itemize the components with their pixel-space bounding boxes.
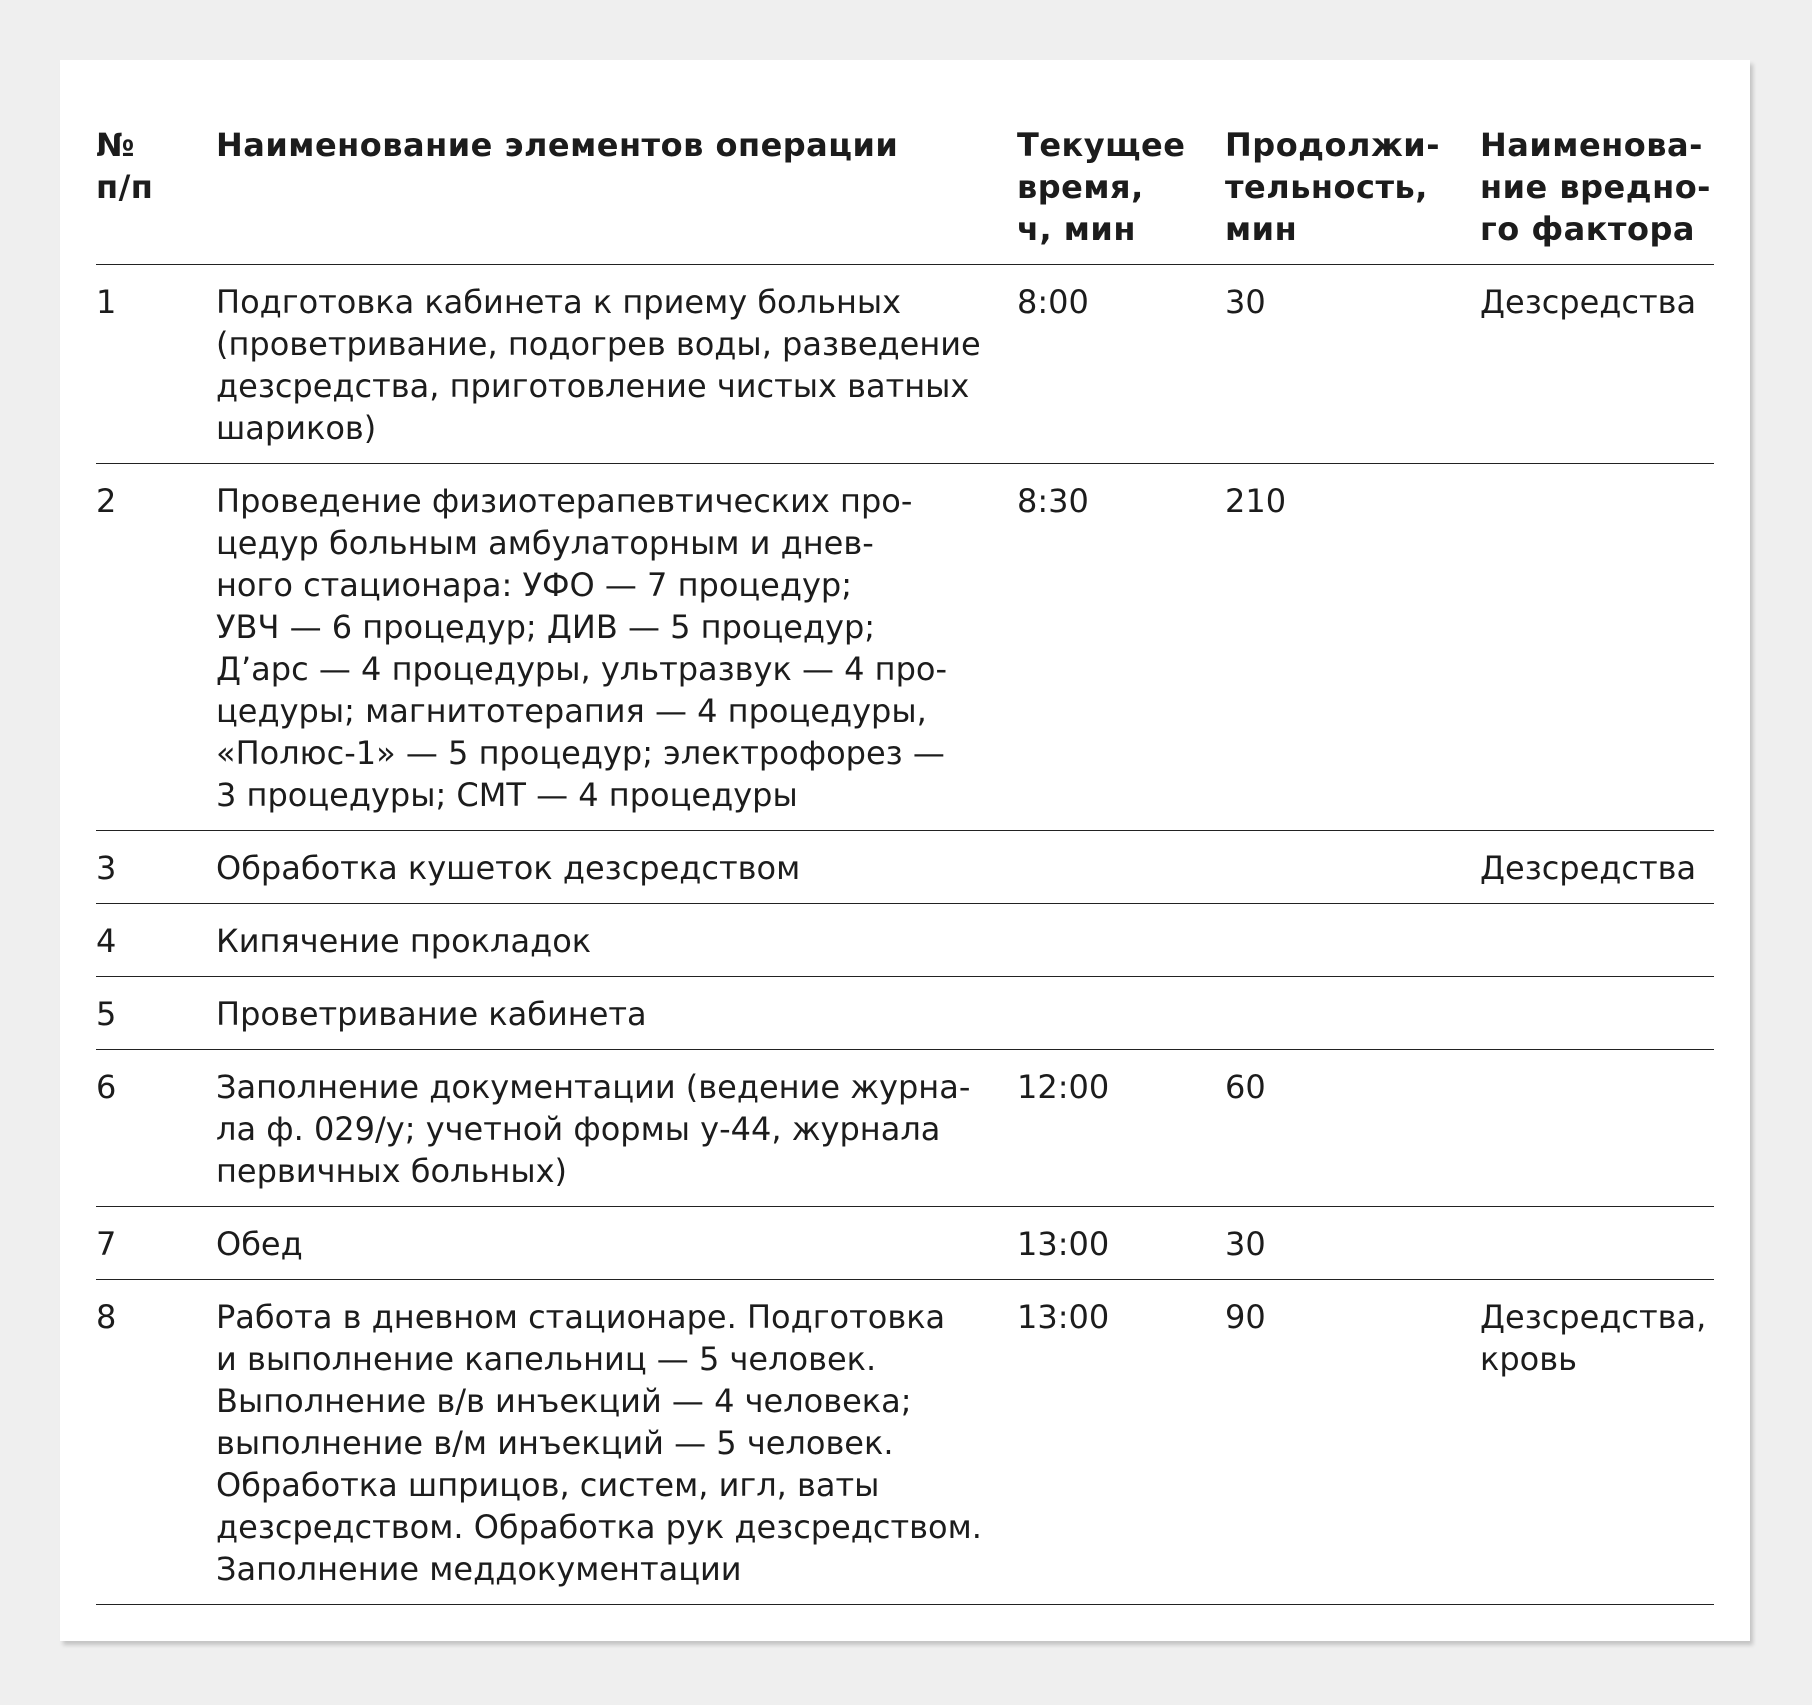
- cell-number: 7: [96, 1207, 216, 1280]
- cell-harmful-factor: [1480, 1207, 1714, 1280]
- cell-number: 8: [96, 1280, 216, 1605]
- table-row: [96, 1207, 1714, 1280]
- table-row: [96, 831, 1714, 904]
- operations-table: [96, 124, 1714, 1605]
- cell-operation-name: Обработка кушеток дезсредством: [216, 831, 1017, 904]
- cell-harmful-factor: Дезсредства: [1480, 265, 1714, 464]
- cell-operation-name: Обед: [216, 1207, 1017, 1280]
- cell-duration: 60: [1225, 1050, 1480, 1207]
- header-duration: Продолжи- тельность, мин: [1225, 124, 1480, 265]
- cell-duration: [1225, 904, 1480, 977]
- cell-current-time: 8:00: [1017, 265, 1225, 464]
- header-current-time: Текущее время, ч, мин: [1017, 124, 1225, 265]
- cell-operation-name: Подготовка кабинета к приему больных (проветривание, подогрев воды, разведение дезсредства, приготовление чистых ватных шариков): [216, 265, 1017, 464]
- cell-harmful-factor: [1480, 904, 1714, 977]
- table-header: [96, 124, 1714, 265]
- cell-operation-name: Кипячение прокладок: [216, 904, 1017, 977]
- cell-duration: 90: [1225, 1280, 1480, 1605]
- table-row: [96, 265, 1714, 464]
- cell-number: 4: [96, 904, 216, 977]
- cell-number: 6: [96, 1050, 216, 1207]
- cell-current-time: [1017, 977, 1225, 1050]
- cell-number: 2: [96, 464, 216, 831]
- table-row: [96, 1050, 1714, 1207]
- table-row: [96, 1280, 1714, 1605]
- document-page: [60, 60, 1750, 1641]
- cell-harmful-factor: Дезсредства: [1480, 831, 1714, 904]
- cell-duration: 30: [1225, 265, 1480, 464]
- cell-operation-name: Работа в дневном стационаре. Подготовка и выполнение капельниц — 5 человек. Выполнение в/в инъекций — 4 человека; выполнение в/м инъекций — 5 человек. Обработка шприцов, систем, игл, ваты дезсредством. Обработка рук дезсредством. Заполнение меддокументации: [216, 1280, 1017, 1605]
- cell-number: 5: [96, 977, 216, 1050]
- cell-operation-name: Проведение физиотерапевтических про- цедур больным амбулаторным и днев- ного стационара: УФО — 7 процедур; УВЧ — 6 процедур; ДИВ — 5 процедур; Д’арс — 4 процедуры, ультразвук — 4 про- цедуры; магнитотерапия — 4 процедуры, «Полюс-1» — 5 процедур; электрофорез — 3 процедуры; СМТ — 4 процедуры: [216, 464, 1017, 831]
- cell-current-time: 13:00: [1017, 1207, 1225, 1280]
- cell-duration: [1225, 977, 1480, 1050]
- cell-harmful-factor: Дезсредства, кровь: [1480, 1280, 1714, 1605]
- cell-operation-name: Заполнение документации (ведение журна- ла ф. 029/у; учетной формы у-44, журнала первичных больных): [216, 1050, 1017, 1207]
- header-number: № п/п: [96, 124, 216, 265]
- cell-current-time: [1017, 831, 1225, 904]
- cell-current-time: 8:30: [1017, 464, 1225, 831]
- table-row: [96, 904, 1714, 977]
- cell-number: 1: [96, 265, 216, 464]
- cell-current-time: 13:00: [1017, 1280, 1225, 1605]
- cell-harmful-factor: [1480, 1050, 1714, 1207]
- cell-current-time: [1017, 904, 1225, 977]
- cell-duration: [1225, 831, 1480, 904]
- header-harmful-factor: Наименова- ние вредно- го фактора: [1480, 124, 1714, 265]
- cell-duration: 210: [1225, 464, 1480, 831]
- cell-operation-name: Проветривание кабинета: [216, 977, 1017, 1050]
- cell-current-time: 12:00: [1017, 1050, 1225, 1207]
- cell-harmful-factor: [1480, 464, 1714, 831]
- cell-number: 3: [96, 831, 216, 904]
- cell-duration: 30: [1225, 1207, 1480, 1280]
- header-row: [96, 124, 1714, 265]
- table-row: [96, 977, 1714, 1050]
- table-row: [96, 464, 1714, 831]
- table-body: [96, 265, 1714, 1605]
- header-operation-name: Наименование элементов операции: [216, 124, 1017, 265]
- cell-harmful-factor: [1480, 977, 1714, 1050]
